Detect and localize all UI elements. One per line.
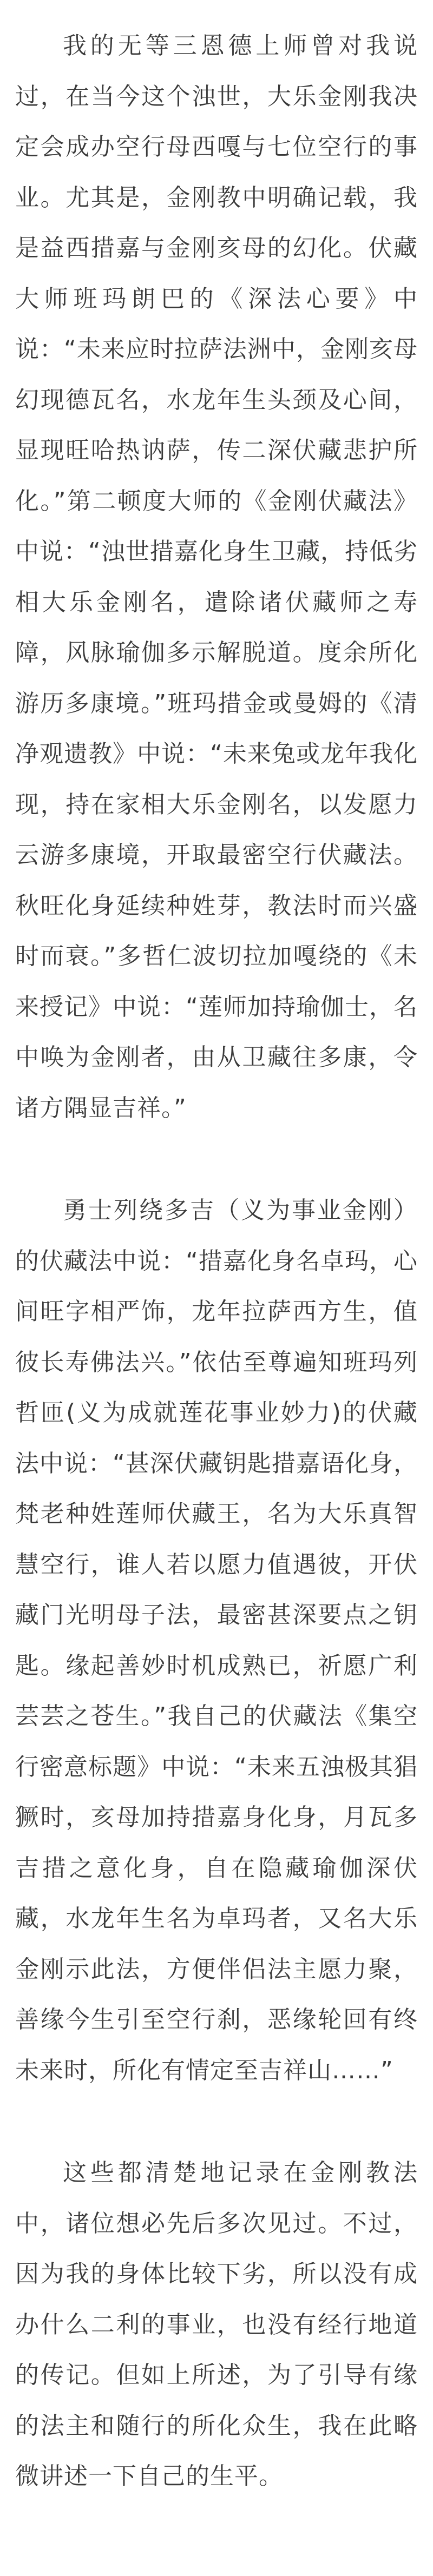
paragraph-terma-prophecies: 勇士列绕多吉（义为事业金刚）的伏藏法中说：“措嘉化身名卓玛，心间旺字相严饰，龙年拉萨西方生，值彼长寿佛法兴。”依估至尊遍知班玛列哲匝(义为成就莲花事业妙力)的伏藏法中说：“甚深伏藏钥匙措嘉语化身，梵老种姓莲师伏藏王，名为大乐真智慧空行，谁人若以愿力值遇彼，开伏藏门光明母子法，最密甚深要点之钥匙。缘起善妙时机成熟已，祈愿广利芸芸之苍生。”我自己的伏藏法《集空行密意标题》中说：“未来五浊极其猖獗时，亥母加持措嘉身化身，月瓦多吉措之意化身，自在隐藏瑜伽深伏藏，水龙年生名为卓玛者，又名大乐金刚示此法，方便伴侣法主愿力聚，善缘今生引至空行刹，恶缘轮回有终未来时，所化有情定至吉祥山……”: [15, 1197, 418, 2084]
paragraph-conclusion: 这些都清楚地记录在金刚教法中，诸位想必先后多次见过。不过，因为我的身体比较下劣，所以没有成办什么二利的事业，也没有经行地道的传记。但如上所述，为了引导有缘的法主和随行的所化众生，我在此略微讲述一下自己的生平。: [15, 2159, 418, 2490]
paragraph-prophecies: 我的无等三恩德上师曾对我说过，在当今这个浊世，大乐金刚我决定会成办空行母西嘎与七位空行的事业。尤其是，金刚教中明确记载，我是益西措嘉与金刚亥母的幻化。伏藏大师班玛朗巴的《深法心要》中说：“未来应时拉萨法洲中，金刚亥母幻现德瓦名，水龙年生头颈及心间，显现旺哈热讷萨，传二深伏藏悲护所化。”第二顿度大师的《金刚伏藏法》中说：“浊世措嘉化身生卫藏，持低劣相大乐金刚名，遣除诸伏藏师之寿障，风脉瑜伽多示解脱道。度余所化游历多康境。”班玛措金或曼姆的《清净观遗教》中说：“未来兔或龙年我化现，持在家相大乐金刚名，以发愿力云游多康境，开取最密空行伏藏法。秋旺化身延续种姓芽，教法时而兴盛时而衰。”多哲仁波切拉加嘎绕的《未来授记》中说：“莲师加持瑜伽士，名中唤为金刚者，由从卫藏往多康，令诸方隅显吉祥。”: [15, 32, 418, 1122]
